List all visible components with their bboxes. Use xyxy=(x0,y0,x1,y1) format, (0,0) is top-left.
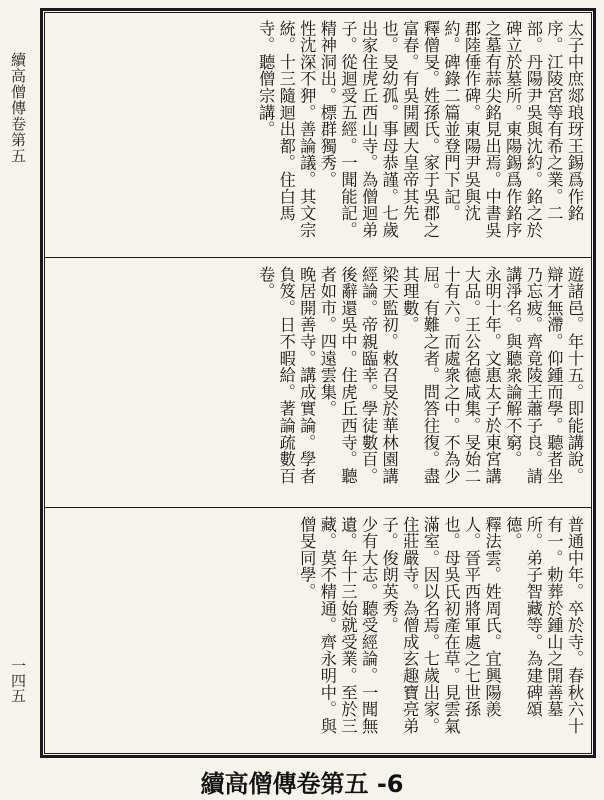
text-block-middle xyxy=(44,257,592,507)
page-caption: 續高僧傳卷第五 -6 xyxy=(200,770,404,798)
text-block-bottom-content: 普通中年。卒於寺。春秋六十有一。勅葬於鍾山之開善墓所。弟子智藏等。為建碑頌德。 釋法雲。姓周氏。宜興陽羨人。晉平西將軍處之七世孫也。母吳氏初產在草。見雲氣滿室。因以名焉。七歲出家。住莊嚴寺。為僧成玄趣寶亮弟子。俊朗英秀。 少有大志。聽受經論。一聞無遺。年十三始就受業。至於三藏。莫不精通。齊永明中。與僧旻同學。 xyxy=(297,516,584,735)
text-block-bottom xyxy=(44,507,592,754)
page-number: 一四五 xyxy=(9,658,27,703)
text-block-top-content: 太子中庶郯琅玡王錫爲作銘序。江陵宮等有希之業。二部。丹陽尹吳與沈約。銘之於碑立於墓所。東陽錫爲作銘序之墓有蒜尖銘見出焉。中書吳郡陸倕作碑。東陽尹吳與沈約。碑錄二篇並登門下記。 釋僧旻。姓孫氏。家于吳郡之富春。有吳開國大皇帝其先也。旻幼孤。事母恭謹。七歲出家住虎丘西山寺。為僧迴弟子。從迴受五經。一聞能記。精神洞出。標群獨秀。 性沈深不狎。善論議。其文宗統。十三隨迴出都。住白馬寺。聽僧宗講。 xyxy=(256,20,584,239)
text-block-middle-content: 遊諸邑。年十五。即能講說。辯才無滯。仰鍾而學。聽者坐乃忘疲。齊竟陵王蕭子良。請講淨名。與聽衆論解不窮。 永明十年。文惠太子於東宮講大品。王公名德咸集。旻始二十有六。而處衆之中。不為少屈。有難之者。問答往復。盡其理數。 梁天監初。敕召旻於華林園講經論。帝親臨幸。學徒數百。後辭還吳中。住虎丘西寺。聽者如市。四遠雲集。 晚居開善寺。講成實論。學者負笈。日不暇給。著論疏數百卷。 xyxy=(256,266,584,485)
text-block-top xyxy=(44,12,592,257)
volume-title: 續高僧傳卷第五 xyxy=(9,52,27,164)
